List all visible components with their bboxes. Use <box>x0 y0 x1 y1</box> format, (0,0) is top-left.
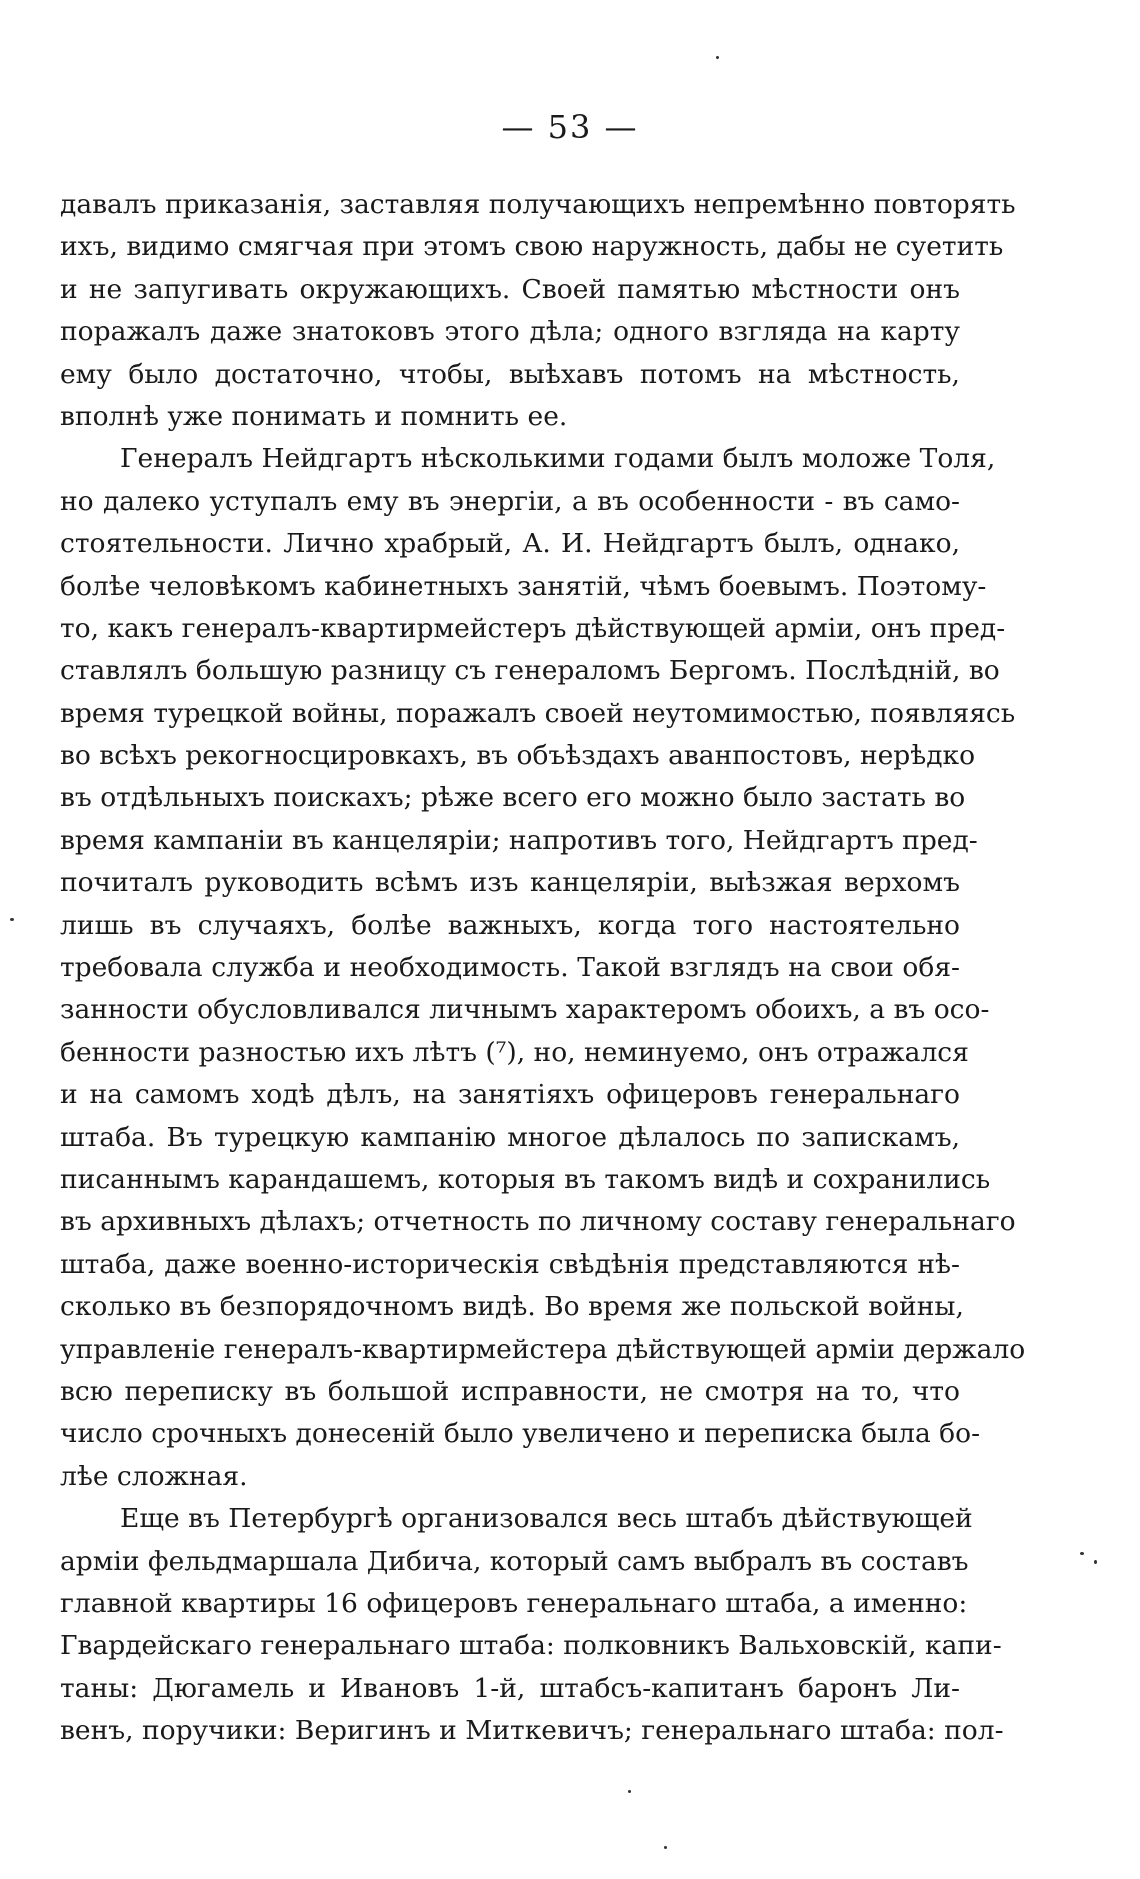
text-line: занности обусловливался личнымъ характеромъ обоихъ, а въ осо- <box>60 994 990 1026</box>
text-line: и на самомъ ходѣ дѣлъ, на занятіяхъ офицеровъ генеральнаго <box>60 1079 960 1111</box>
paragraph-1 <box>60 184 1016 438</box>
text-line: ставлялъ большую разницу съ генераломъ Бергомъ. Послѣдній, во <box>60 655 1000 687</box>
text-line: во всѣхъ рекогносцировкахъ, въ объѣздахъ аванпостовъ, нерѣдко <box>60 740 976 772</box>
text-line: Гвардейскаго генеральнаго штаба: полковникъ Вальховскій, капи- <box>60 1630 1002 1662</box>
text-line: бенности разностью ихъ лѣтъ (⁷), но, неминуемо, онъ отражался <box>60 1036 969 1068</box>
text-line: управленіе генералъ-квартирмейстера дѣйствующей арміи держало <box>60 1333 1026 1365</box>
text-line: болѣе человѣкомъ кабинетныхъ занятій, чѣмъ боевымъ. Поэтому- <box>60 570 987 602</box>
text-line: таны: Дюгамель и Ивановъ 1-й, штабсъ-капитанъ баронъ Ли- <box>60 1672 960 1704</box>
text-line: лишь въ случаяхъ, болѣе важныхъ, когда того настоятельно <box>60 909 960 941</box>
scan-speck <box>1094 1560 1097 1564</box>
text-line: штаба, даже военно-историческія свѣдѣнія представляются нѣ- <box>60 1248 960 1280</box>
text-line: писаннымъ карандашемъ, которыя въ такомъ видѣ и сохранились <box>60 1163 991 1195</box>
scan-speck <box>628 1790 631 1793</box>
page-number: — 53 — <box>501 108 639 146</box>
text-line: требовала служба и необходимость. Такой взглядъ на свои обя- <box>60 952 960 984</box>
text-line: лѣе сложная. <box>60 1460 248 1492</box>
text-line: но далеко уступалъ ему въ энергіи, а въ особенности - въ само- <box>60 485 960 517</box>
scan-speck <box>716 56 719 59</box>
body-text <box>60 184 1026 1752</box>
text-line: Генералъ Нейдгартъ нѣсколькими годами былъ моложе Толя, <box>120 443 996 475</box>
text-line: время турецкой войны, поражалъ своей неутомимостью, появляясь <box>60 697 1016 729</box>
text-line: вполнѣ уже понимать и помнить ее. <box>60 400 568 432</box>
text-line: число срочныхъ донесеній было увеличено и переписка была бо- <box>60 1418 981 1450</box>
text-line: ему было достаточно, чтобы, выѣхавъ потомъ на мѣстность, <box>60 358 960 390</box>
text-line: ихъ, видимо смягчая при этомъ свою наружность, дабы не суетить <box>60 231 1004 263</box>
scan-speck <box>1080 1552 1084 1555</box>
text-line: сколько въ безпорядочномъ видѣ. Во время же польской войны, <box>60 1291 964 1323</box>
text-line: время кампаніи въ канцеляріи; напротивъ того, Нейдгартъ пред- <box>60 824 978 856</box>
paragraph-2 <box>60 438 1026 1498</box>
paragraph-3 <box>60 1498 1004 1752</box>
scan-speck <box>664 1846 667 1849</box>
scan-speck <box>10 918 14 921</box>
text-line: и не запугивать окружающихъ. Своей памятью мѣстности онъ <box>60 273 960 305</box>
text-line: почиталъ руководить всѣмъ изъ канцеляріи, выѣзжая верхомъ <box>60 867 960 899</box>
text-line: венъ, поручики: Веригинъ и Миткевичъ; генеральнаго штаба: пол- <box>60 1715 1004 1747</box>
text-line: то, какъ генералъ-квартирмейстеръ дѣйствующей арміи, онъ пред- <box>60 612 1006 644</box>
text-line: стоятельности. Лично храбрый, А. И. Нейдгартъ былъ, однако, <box>60 528 960 560</box>
text-line: поражалъ даже знатоковъ этого дѣла; одного взгляда на карту <box>60 316 960 348</box>
text-line: давалъ приказанія, заставляя получающихъ непремѣнно повторять <box>60 189 1016 220</box>
text-line: главной квартиры 16 офицеровъ генеральнаго штаба, а именно: <box>60 1587 968 1619</box>
text-line: въ отдѣльныхъ поискахъ; рѣже всего его можно было застать во <box>60 782 966 814</box>
text-line: всю переписку въ большой исправности, не смотря на то, что <box>60 1375 960 1407</box>
text-line: Еще въ Петербургѣ организовался весь штабъ дѣйствующей <box>120 1503 973 1535</box>
text-line: штаба. Въ турецкую кампанію многое дѣлалось по запискамъ, <box>60 1121 960 1153</box>
text-line: арміи фельдмаршала Дибича, который самъ выбралъ въ составъ <box>60 1545 969 1577</box>
text-line: въ архивныхъ дѣлахъ; отчетность по личному составу генеральнаго <box>60 1206 1016 1238</box>
